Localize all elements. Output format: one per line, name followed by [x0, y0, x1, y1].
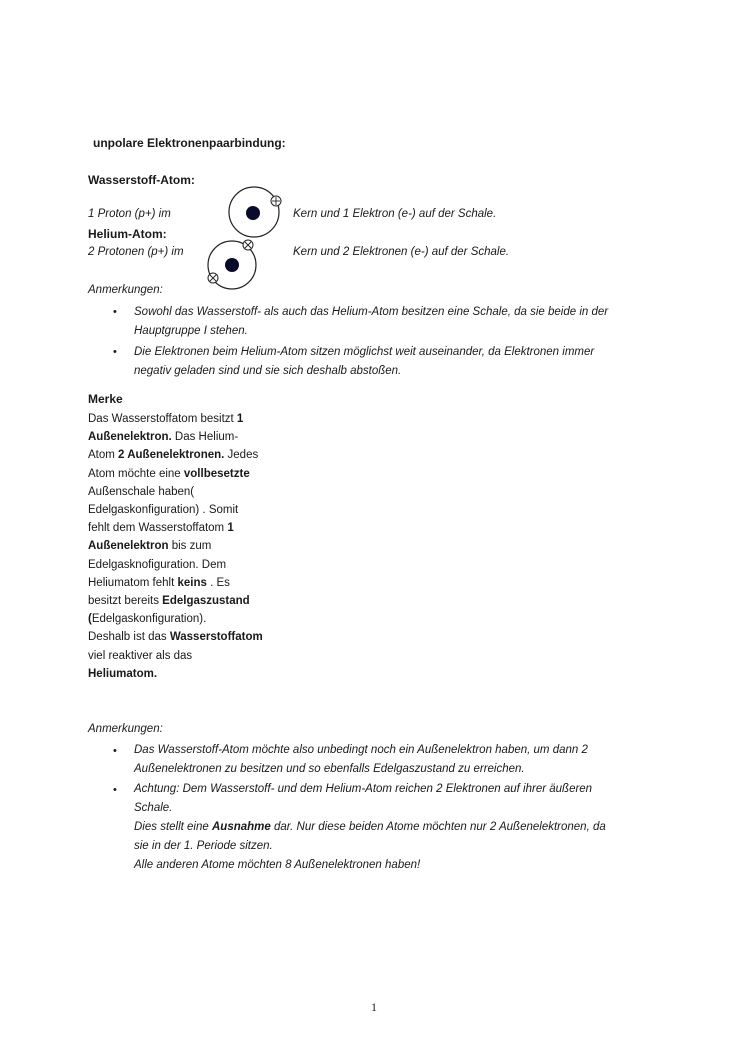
remark2-bullet-1-line-1: Das Wasserstoff-Atom möchte also unbedingt noch ein Außenelektron haben, um dann 2 [134, 744, 588, 756]
remark-bullet-1 [134, 303, 608, 341]
merke-title: Merke [88, 392, 123, 406]
page-number: 1 [371, 1000, 377, 1014]
merke-line: Heliumatom fehlt keins . Es [88, 576, 230, 589]
remark2-bullet-2-line-4: sie in der 1. Periode sitzen. [134, 840, 273, 852]
merke-line: Edelgasknofiguration. Dem [88, 558, 227, 571]
remark-bullet-1-line-2: Hauptgruppe I stehen. [134, 325, 248, 337]
remark2-bullet-2-line-2: Schale. [134, 802, 173, 814]
merke-paragraph [88, 410, 288, 683]
helium-label: Helium-Atom: [88, 227, 167, 241]
remark2-bullet-1-line-2: Außenelektronen zu besitzen und so ebenfalls Edelgaszustand zu erreichen. [134, 763, 525, 775]
merke-line: Atom 2 Außenelektronen. Jedes [88, 449, 259, 462]
remark2-bullet-2-line-1: Achtung: Dem Wasserstoff- und dem Helium-Atom reichen 2 Elektronen auf ihrer äußeren [134, 783, 593, 795]
page-title: unpolare Elektronenpaarbindung: [93, 136, 286, 150]
helium-line-left: 2 Protonen (p+) im [88, 246, 184, 258]
helium-electron-bottom-icon [208, 273, 218, 283]
remark2-bullet-2-line-5: Alle anderen Atome möchten 8 Außenelektronen haben! [134, 859, 421, 871]
merke-line: Deshalb ist das Wasserstoffatom [88, 631, 263, 644]
merke-line: Außenelektron bis zum [88, 540, 212, 553]
merke-line: Atom möchte eine vollbesetzte [88, 467, 250, 480]
helium-line-right: Kern und 2 Elektronen (e-) auf der Schale. [293, 246, 510, 258]
remark-bullet-2 [134, 343, 594, 381]
merke-line: Außenschale haben( [88, 485, 195, 498]
merke-line: Das Wasserstoffatom besitzt 1 [88, 413, 244, 425]
remark-bullet-2-line-2: negativ geladen sind und sie sich deshalb abstoßen. [134, 365, 402, 377]
merke-line: fehlt dem Wasserstoffatom 1 [88, 522, 234, 535]
hydrogen-label: Wasserstoff-Atom: [88, 173, 195, 187]
bullet-marker: • [113, 306, 117, 318]
remarks-title: Anmerkungen: [88, 284, 163, 296]
helium-atom-diagram-icon [0, 0, 750, 300]
merke-line: (Edelgaskonfiguration). [88, 613, 207, 626]
merke-line: viel reaktiver als das [88, 649, 193, 662]
remark2-bullet-2-line-3: Dies stellt eine Ausnahme dar. Nur diese beiden Atome möchten nur 2 Außenelektronen, da [134, 821, 606, 833]
remarks-title-2: Anmerkungen: [88, 723, 163, 735]
remark-bullet-2-line-1: Die Elektronen beim Helium-Atom sitzen möglichst weit auseinander, da Elektronen immer [134, 346, 595, 358]
helium-nucleus [225, 258, 239, 272]
remark2-bullet-2 [134, 780, 606, 875]
hydrogen-line-left: 1 Proton (p+) im [88, 208, 171, 220]
hydrogen-line-right: Kern und 1 Elektron (e-) auf der Schale. [293, 208, 497, 220]
merke-line: Außenelektron. Das Helium- [88, 431, 239, 444]
merke-line: Edelgaskonfiguration) . Somit [88, 504, 239, 517]
bullet-marker: • [113, 784, 117, 796]
merke-line: Heliumatom. [88, 667, 158, 680]
remark-bullet-1-line-1: Sowohl das Wasserstoff- als auch das Helium-Atom besitzen eine Schale, da sie beide in der [134, 306, 609, 318]
merke-line: besitzt bereits Edelgaszustand [88, 595, 250, 608]
bullet-marker: • [113, 346, 117, 358]
remark2-bullet-1 [134, 741, 588, 779]
helium-electron-top-icon [243, 240, 253, 250]
bullet-marker: • [113, 745, 117, 757]
